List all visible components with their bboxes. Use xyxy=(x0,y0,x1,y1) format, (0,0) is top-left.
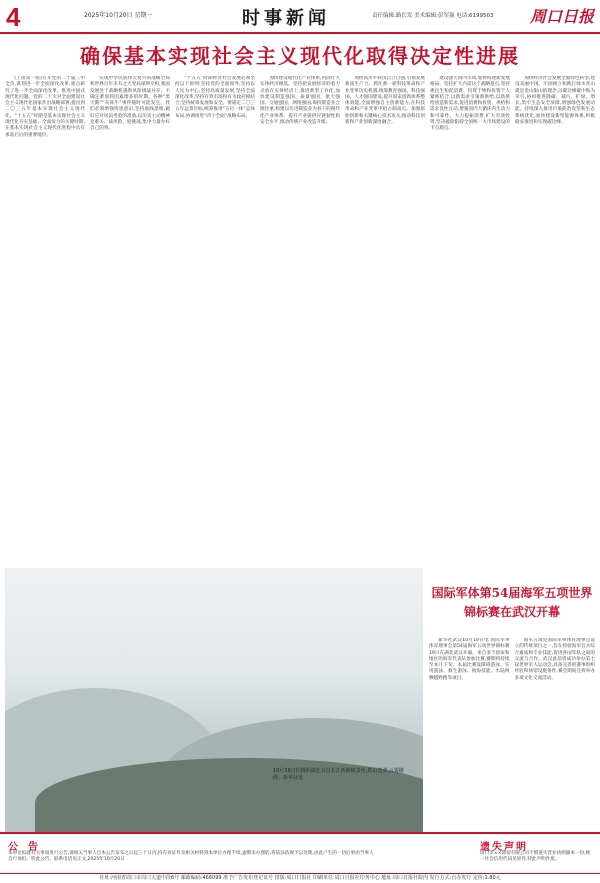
masthead xyxy=(0,0,600,34)
sub-article-column xyxy=(429,638,510,832)
section-title: 时事新闻 xyxy=(242,8,330,29)
article-paragraph: (上接第一版)召开党的二十届三中全会,谋划进一步全面深化改革,重点研究了进一步全面深化改革、推进中国式现代化问题。党的二十大对全面建设社会主义现代化国家作出战略部署,提出到二〇三五年基本实现社会主义现代化。“十五五”时期是基本实现社会主义现代化夯实基础、全面发力的关键时期,在基本实现社会主义现代化进程中具有承前启后的重要地位。 xyxy=(5,76,85,138)
loss-statement-text: 周口市××商贸有限公司不慎遗失营业执照副本一份,统一社会信用代码见原件,特此声明作废。 xyxy=(480,851,591,863)
sub-article-headline: 国际军体第54届海军五项世界锦标赛在武汉开幕 xyxy=(431,586,593,619)
article-column xyxy=(260,76,340,566)
main-article-body xyxy=(5,76,595,566)
loss-statement-title: 遗失声明 xyxy=(480,842,528,853)
article-column xyxy=(90,76,170,566)
article-paragraph: 建设强大国内市场,加快构建新发展格局。坚持扩大内需这个战略基点,坚持惠民生和促消费、投资于物和投资于人紧密结合,以新需求引领新供给,以新供给创造新需求,促进消费和投资、供给和需求良性互动,增强国内大循环内生动力和可靠性。大力提振消费,扩大有效投资,坚决破除阻碍全国统一大市场建设的卡点堵点。 xyxy=(430,76,510,132)
page-number: 4 xyxy=(6,2,21,32)
notice-title: 公告 xyxy=(8,842,48,853)
article-column xyxy=(5,76,85,566)
article-column xyxy=(175,76,255,566)
sub-article-body xyxy=(429,638,595,832)
sub-article-column xyxy=(515,638,596,832)
bottom-notices xyxy=(0,832,600,872)
article-paragraph: 加快经济社会发展全面绿色转型,建设美丽中国。牢固树立和践行绿水青山就是金山银山的理念,以碳达峰碳中和为牵引,协同推进降碳、减污、扩绿、增长,筑牢生态安全屏障,增强绿色发展动能。持续深入推进污染防治攻坚和生态系统优化,加快建设新型能源体系,积极稳妥推进和实现碳达峰。 xyxy=(515,76,595,126)
photo-caption: 10月19日拍摄的湖北宜昌长江西陵峡景色,群山苍翠,云雾缭绕。新华社发 xyxy=(273,768,404,781)
article-column xyxy=(345,76,425,566)
article-column xyxy=(515,76,595,566)
article-column xyxy=(430,76,510,566)
article-paragraph: 海军五项是国际军事体育理事会设立的传统项目之一,旨在检验海军官兵综合素质和专业技能,促进各国军队之间的交流与合作。武汉此前曾成功举办第七届世界军人运动会,具备完善的赛事组织经验和场馆设施条件,赛会期间还将举办多项文化交流活动。 xyxy=(514,638,595,681)
paper-logo: 周口日报 xyxy=(529,7,594,26)
article-paragraph: 加快高水平科技自立自强,引领发展新质生产力。抓住新一轮科技革命和产业变革历史机遇,统筹教育强国、科技强国、人才强国建设,提升国家创新体系整体效能,全面增强自主创新能力,在科技革命和产业变革中抢占制高点。加强原始创新和关键核心技术攻关,推动科技创新和产业创新深度融合。 xyxy=(345,76,425,126)
article-paragraph: 加快建设现代化产业体系,巩固壮大实体经济根基。坚持把发展经济的着力点放在实体经济上,推进新型工业化,加快建设制造强国、质量强国、航天强国、交通强国、网络强国,保持制造业合理比重,构建以先进制造业为骨干的现代化产业体系。提升产业链供应链韧性和安全水平,推动传统产业改造升级。 xyxy=(260,76,340,126)
lower-section xyxy=(5,568,595,832)
main-headline: 确保基本实现社会主义现代化取得决定性进展 xyxy=(80,44,520,68)
article-paragraph: “十五五”时期经济社会发展必须坚持以下原则:坚持党的全面领导,坚持以人民为中心,坚持高质量发展,坚持全面深化改革,坚持有效市场和有为政府相结合,坚持统筹发展和安全。要锚定二〇三五年远景目标,统筹推进“五位一体”总体布局,协调推进“四个全面”战略布局。 xyxy=(175,76,255,119)
date-line: 2025年10月20日 星期一 xyxy=(84,12,153,19)
page-footer: 社址:河南省周口市周口大道中段6号 邮政编码:466099 准予广告发布登记证号 排版:周口日报社 印刷单位:周口日报社印务中心 地址:周口日报社院内 发行方式:自办发行 定价:1.80元 xyxy=(0,873,600,883)
editor-line: 责任编辑:路长发 美术编辑:彭军强 电话:6199503 xyxy=(372,13,494,19)
article-paragraph: 新华社武汉10月19日电 国际军事体育理事会第54届海军五项世界锦标赛19日在湖北武汉开幕。来自多个国家和地区的海军代表队参加比赛,赛期将持续至本月下旬。本届比赛设障碍游泳、实用游泳、救生游泳、航海技能、水陆两栖越野跑等项目。 xyxy=(429,638,510,681)
article-paragraph: 实现中华民族伟大复兴的战略全局和世界百年未有之大变局深刻交织,我国发展处于战略机遇和风险挑战并存、不确定难预料因素增多的时期。各种“黑天鹅”“灰犀牛”事件随时可能发生。我们必须增强忧患意识,坚持底线思维,做好应对风浪考验的准备,以历史主动精神克难关、战风险、迎挑战,集中力量办好自己的事。 xyxy=(90,76,170,132)
landscape-photo xyxy=(5,568,423,832)
notice-text: 本单位拟就有关事项进行公告,请相关当事人自本公告发布之日起三十日内,持有效证件及相关材料到本单位办理手续,逾期未办理的,将依法依规予以处理,由此产生的一切后果由当事人自行承担。特此公告。联系电话见正文,2025年10月20日 xyxy=(8,851,374,863)
